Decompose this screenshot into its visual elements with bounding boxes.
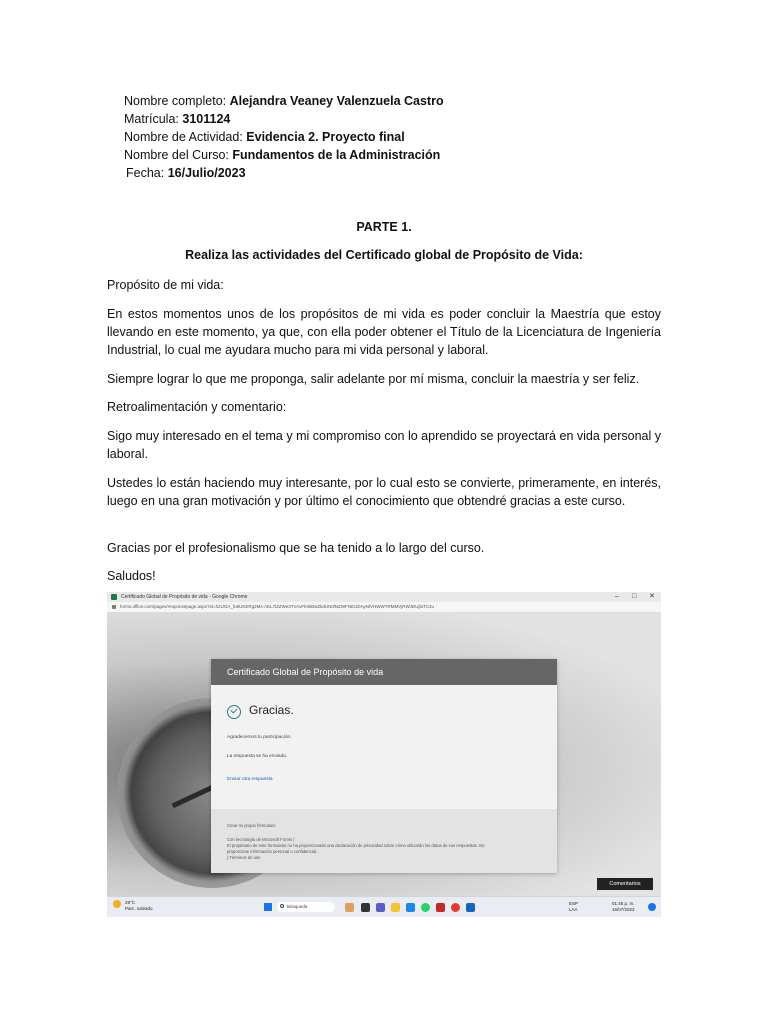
card-title: Certificado Global de Propósito de vida xyxy=(227,667,384,677)
curso-row: Nombre del Curso: Fundamentos de la Administración xyxy=(124,148,441,162)
taskbar-search[interactable]: Búsqueda xyxy=(277,902,335,912)
window-title: Certificado Global de Propósito de vida - Google Chrome xyxy=(121,594,248,600)
matricula-row: Matrícula: 3101124 xyxy=(124,112,231,126)
address-bar[interactable] xyxy=(107,602,661,613)
app-icon-5[interactable] xyxy=(406,903,415,912)
forms-favicon-icon xyxy=(111,594,117,600)
browser-titlebar xyxy=(107,592,661,602)
weather-temp: 29°C xyxy=(125,900,136,905)
windows-start-icon[interactable] xyxy=(264,903,272,911)
fecha-value: 16/Julio/2023 xyxy=(167,166,246,180)
matricula-value: 3101124 xyxy=(182,112,231,126)
weather-icon[interactable] xyxy=(113,900,121,908)
agradecemos-text: Agradecemos tu participación. xyxy=(227,735,292,740)
paragraph-saludos: Saludos! xyxy=(107,569,156,583)
check-circle-icon xyxy=(227,705,241,719)
background-image xyxy=(107,613,661,896)
paragraph-proposito-label: Propósito de mi vida: xyxy=(107,278,224,292)
folder-icon[interactable] xyxy=(391,903,400,912)
privacidad-text-2: proporcione información personal o confidencial. xyxy=(227,849,318,854)
forms-card xyxy=(211,659,557,873)
paragraph-proposito: En estos momentos unos de los propósitos de mi vida es poder concluir la Maestría que estoy llevando en este momento, ya que, con ella poder obtener el Título de la Licenciatura de Ingeniería Industrial, lo cual me ayudara mucho para mi vida personal y laboral. xyxy=(107,307,661,357)
language-indicator[interactable]: ESP LAA xyxy=(569,901,579,912)
word-icon[interactable] xyxy=(466,903,475,912)
tecnologia-text: Con tecnología de Microsoft Forms | xyxy=(227,837,295,842)
minimize-icon[interactable]: – xyxy=(615,593,619,600)
lock-icon xyxy=(112,605,116,609)
comentarios-button[interactable]: Comentarios xyxy=(597,878,653,890)
actividad-row: Nombre de Actividad: Evidencia 2. Proyecto final xyxy=(124,130,405,144)
nombre-value: Alejandra Veaney Valenzuela Castro xyxy=(229,94,444,108)
maximize-icon[interactable]: □ xyxy=(632,593,637,600)
windows-taskbar xyxy=(107,896,661,917)
search-icon xyxy=(280,904,284,908)
app-icon-2[interactable] xyxy=(361,903,370,912)
enviar-otra-link[interactable]: Enviar otra respuesta xyxy=(227,777,273,782)
notification-icon[interactable] xyxy=(648,903,656,911)
app-icon-1[interactable] xyxy=(345,903,354,912)
embedded-screenshot xyxy=(107,592,661,917)
whatsapp-icon[interactable] xyxy=(421,903,430,912)
paragraph-retro-label: Retroalimentación y comentario: xyxy=(107,400,287,414)
subtitle-heading: Realiza las actividades del Certificado global de Propósito de Vida: xyxy=(185,248,583,262)
crear-formulario-link[interactable]: Crear mi propio formulario xyxy=(227,823,276,828)
paragraph-gracias: Gracias por el profesionalismo que se ha tenido a lo largo del curso. xyxy=(107,541,485,555)
paragraph-ustedes: Ustedes lo están haciendo muy interesante, por lo cual esto se convierte, primeramente, en interés, luego en una gran motivación y por último el conocimiento que obtendré gracias a este curso. xyxy=(107,476,661,508)
clock[interactable]: 01:45 p. m. 16/07/2023 xyxy=(612,901,635,912)
close-icon[interactable]: ✕ xyxy=(649,593,655,600)
weather-desc: Parc. soleado xyxy=(125,906,153,911)
app-icon-7[interactable] xyxy=(436,903,445,912)
card-footer xyxy=(211,809,557,873)
actividad-value: Evidencia 2. Proyecto final xyxy=(246,130,405,144)
url-text[interactable]: forms.office.com/pages/responsepage.aspx?id=h2UOA_fu9UKERg2Ms-AEL7iZZWe3TVAvFkI9iBwZkdUN0lNZWFNEUDAyNlVHWWTRMMVjRWJDUjlaTC4u xyxy=(120,604,434,609)
card-header xyxy=(211,659,557,685)
curso-value: Fundamentos de la Administración xyxy=(232,148,441,162)
terminos-link[interactable]: | Términos de uso xyxy=(227,855,261,860)
header-info xyxy=(124,92,444,182)
privacidad-text-1: El propietario de este formulario no ha proporcionado una declaración de privacidad sobre cómo utilizarán los datos de sus respuestas. No xyxy=(227,843,485,848)
fecha-row: Fecha: 16/Julio/2023 xyxy=(126,166,246,180)
weather-widget[interactable] xyxy=(125,900,153,912)
paragraph-siempre: Siempre lograr lo que me proponga, salir adelante por mí misma, concluir la maestría y ser feliz. xyxy=(107,372,640,386)
gracias-heading: Gracias. xyxy=(249,703,294,717)
chrome-icon[interactable] xyxy=(451,903,460,912)
teams-icon[interactable] xyxy=(376,903,385,912)
nombre-row: Nombre completo: Alejandra Veaney Valenzuela Castro xyxy=(124,94,444,108)
respuesta-text: La respuesta se ha enviado. xyxy=(227,754,288,759)
parte-heading: PARTE 1. xyxy=(356,220,412,234)
paragraph-interes: Sigo muy interesado en el tema y mi compromiso con lo aprendido se proyectará en vida personal y laboral. xyxy=(107,429,661,461)
